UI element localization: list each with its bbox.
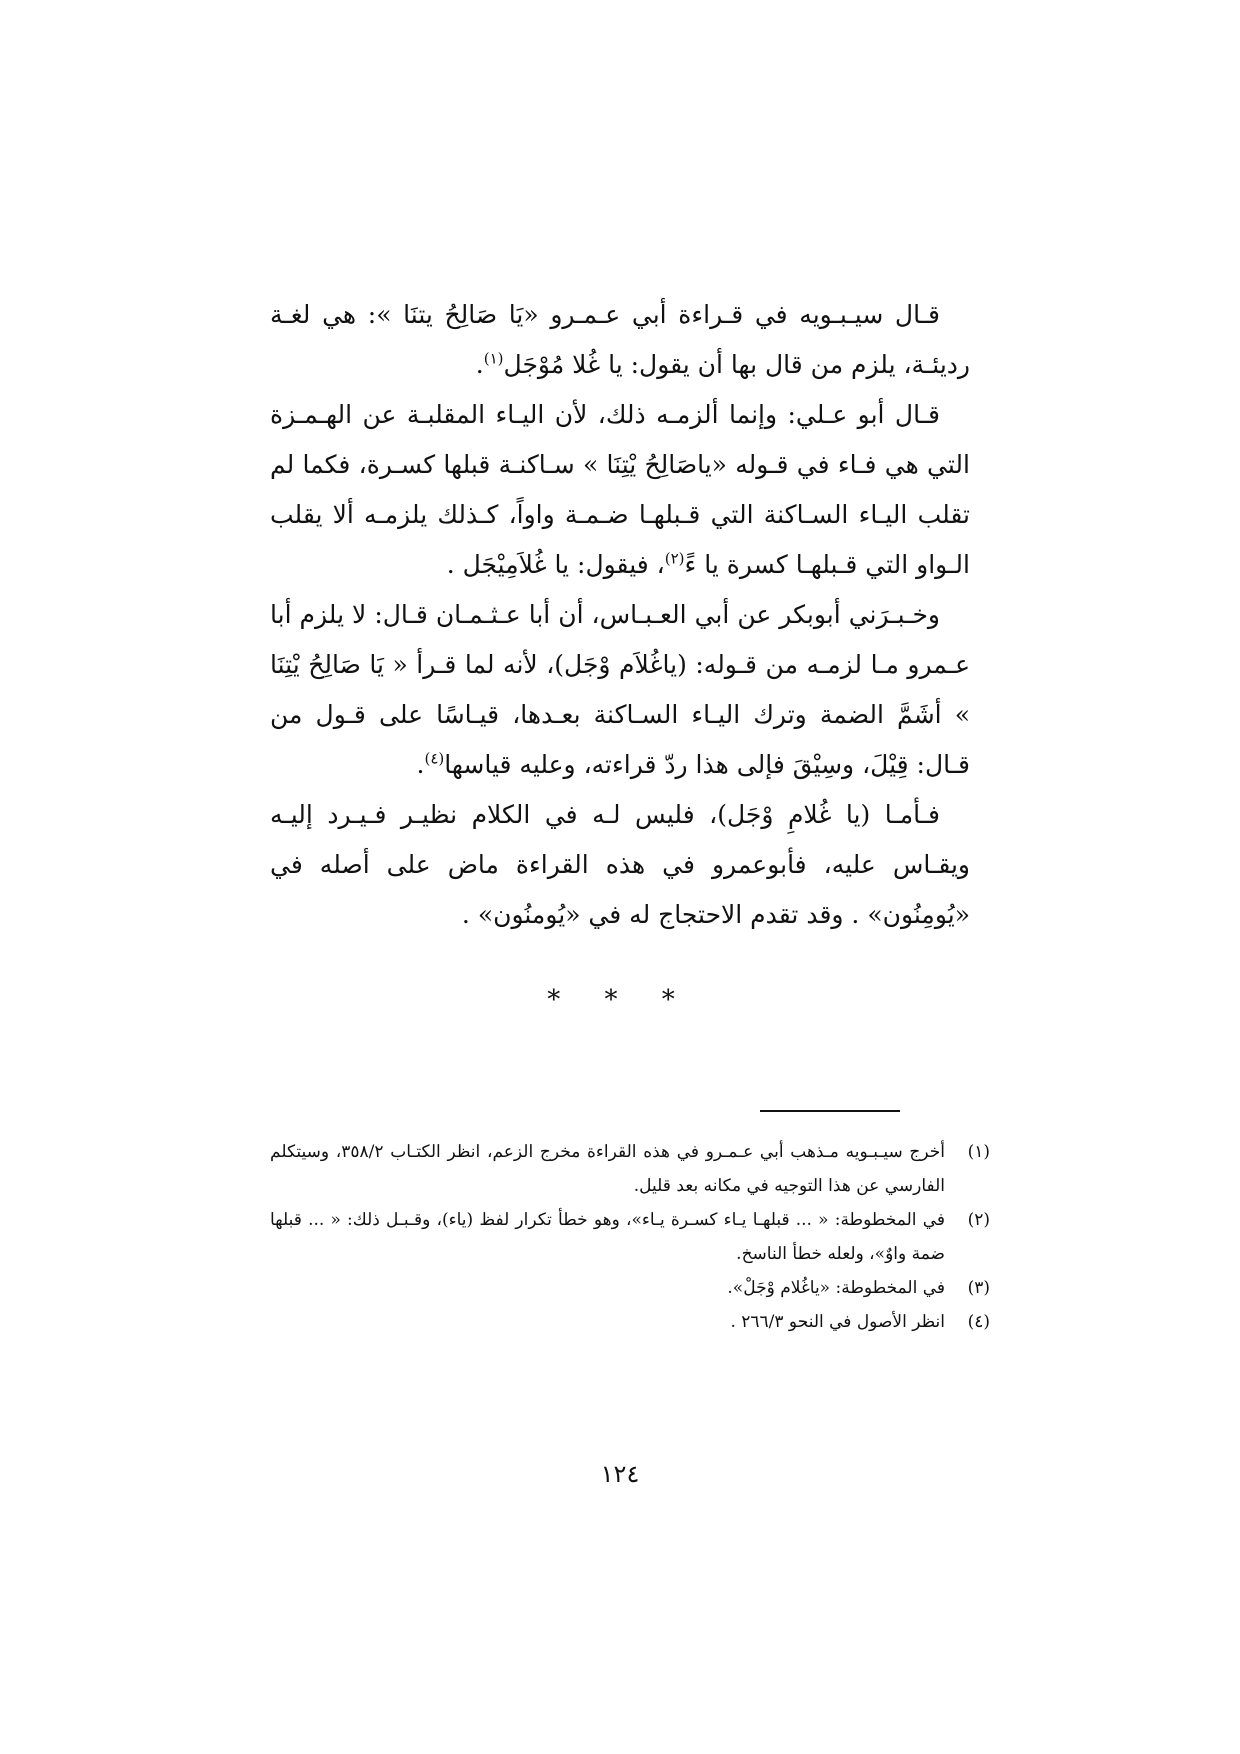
footnote-4	[270, 1305, 990, 1339]
paragraph-4-text: فـأمـا (يا غُلامِ وْجَل)، فليس لـه في الكلام نظيـر فـيـرد إليـه ويقـاس عليه، فأبوعمرو في هذه القراءة ماض على أصله في «يُومِنُون» . وقد تقدم الاحتجاج له في «يُومنُون» .	[270, 800, 970, 929]
footnote-number: (٤)	[967, 1312, 990, 1332]
page-number: ١٢٤	[600, 1460, 640, 1488]
footnote-ref-2: (٢)	[664, 549, 685, 568]
footnote-ref-1: (١)	[483, 349, 504, 368]
section-separator: * * *	[547, 985, 693, 1015]
paragraph-3	[270, 590, 970, 790]
footnote-number: (١)	[967, 1142, 990, 1162]
paragraph-2	[270, 390, 970, 590]
paragraph-1-text: قـال سيـبـويه في قـراءة أبي عـمـرو «يَا صَالِحُ يتنَا »: هي لغـة رديئـة، يلزم من قال بها أن يقول: يا غُلا مُوْجَل	[270, 300, 970, 379]
footnote-2	[270, 1203, 990, 1271]
paragraph-2-end: ، فيقول: يا غُلاَمِيْجَل .	[446, 550, 665, 579]
footnotes	[270, 1135, 990, 1339]
paragraph-3-text: وخـبـرَني أبوبكر عن أبي العـبـاس، أن أبا عـثـمـان قـال: لا يلزم أبا عـمرو مـا لزمـه من قـوله: (ياغُلاَم وْجَل)، لأنه لما قـرأ « يَا صَالِحُ يْتِنَا » أشَمَّ الضمة وترك اليـاء السـاكنة بعـدها، قيـاسًا على قـول من قـال: قِيْلَ، وسِيْقَ فإلى هذا ردّ قراءته، وعليه قياسها	[270, 600, 970, 779]
paragraph-3-end: .	[416, 750, 425, 779]
footnote-text: انظر الأصول في النحو ٢٦٦/٣ .	[730, 1312, 945, 1332]
footnote-text: في المخطوطة: «ياغُلام وْجَلْ».	[727, 1278, 945, 1298]
paragraph-4	[270, 790, 970, 940]
footnote-number: (٣)	[967, 1278, 990, 1298]
footnote-text: في المخطوطة: « ... قبلهـا يـاء كسـرة يـاء»، وهو خطأ تكرار لفظ (ياء)، وقـبـل ذلك: « ... قبلها ضمة واوٌ»، ولعله خطأ الناسخ.	[270, 1210, 945, 1264]
paragraph-1-end: .	[475, 350, 484, 379]
footnote-1	[270, 1135, 990, 1203]
paragraph-1	[270, 290, 970, 390]
main-text	[270, 290, 970, 940]
footnote-ref-4: (٤)	[424, 749, 445, 768]
footnote-number: (٢)	[967, 1210, 990, 1230]
paragraph-2-text: قـال أبو عـلي: وإنما ألزمـه ذلك، لأن اليـاء المقلبـة عن الهـمـزة التي هي فـاء في قـوله «ياصَالِحُ يْتِنَا » سـاكنـة قبلها كسـرة، فكما لم تقلب اليـاء السـاكنة التي قـبلهـا ضـمـة واواً، كـذلك يلزمـه ألا يقلب الـواو التي قـبلهـا كسرة يا ءً	[270, 400, 970, 579]
footnote-text: أخرج سيـبـويه مـذهب أبي عـمـرو في هذه القراءة مخرج الزعم، انظر الكتـاب ٣٥٨/٢، وسيتكلم الفارسي عن هذا التوجيه في مكانه بعد قليل.	[270, 1142, 945, 1196]
footnote-3	[270, 1271, 990, 1305]
footnote-divider	[760, 1110, 900, 1112]
